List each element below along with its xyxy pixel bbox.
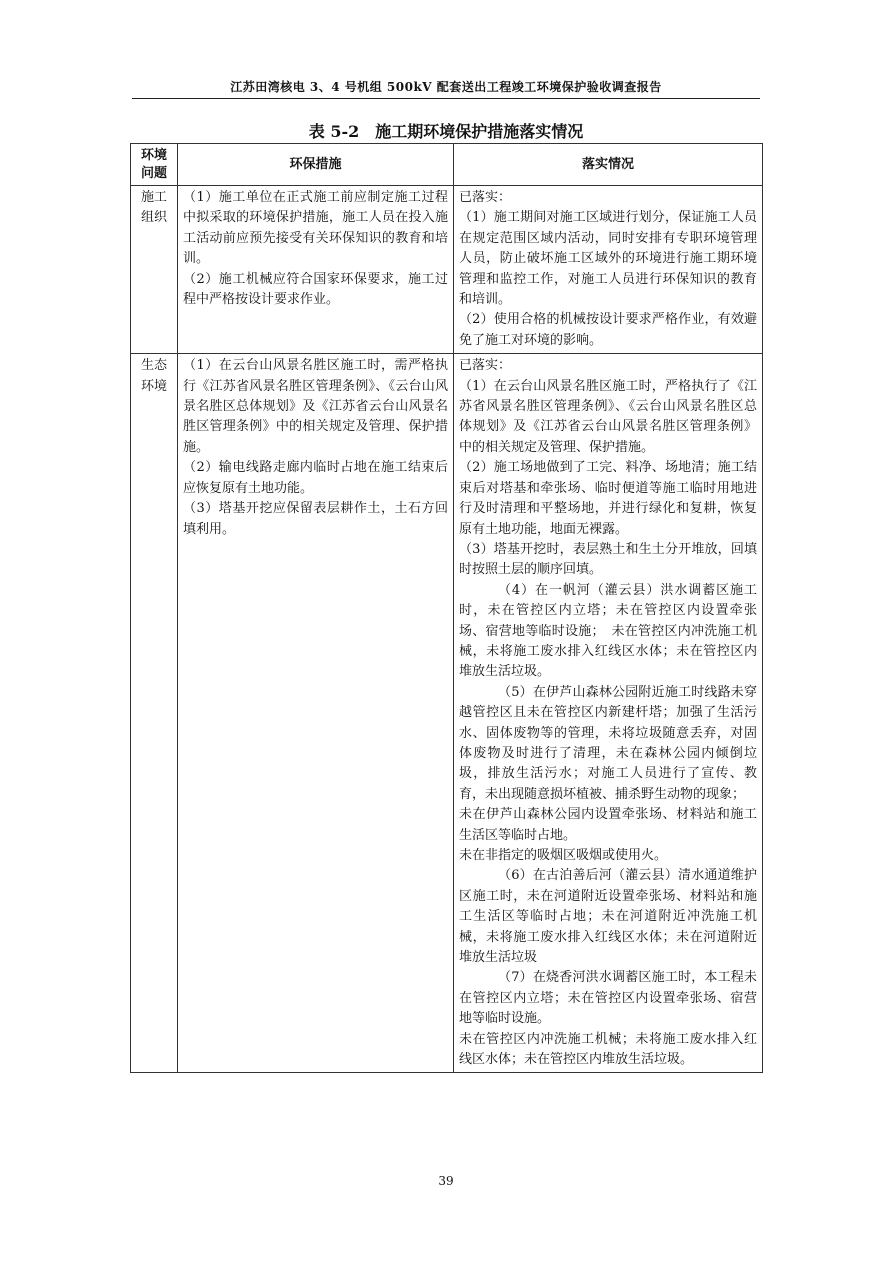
column-header-measures: 环保措施 bbox=[178, 144, 454, 186]
status-item: （7）在烧香河洪水调蓄区施工时，本工程未在管控区内立塔；未在管控区内设置牵张场、宿营地等临时设施。 bbox=[459, 970, 757, 1027]
measure-item: （1）施工单位在正式施工前应制定施工过程中拟采取的环境保护措施，施工人员在投入施工活动前应预先接受有关环保知识的教育和培训。 bbox=[183, 190, 448, 267]
status-cell bbox=[454, 354, 763, 1073]
status-item: （1）在云台山风景名胜区施工时，严格执行了《江苏省风景名胜区管理条例》、《云台山风景名胜区总体规划》及《江苏省云台山风景名胜区管理条例》中的相关规定及管理、保护措施。 bbox=[459, 378, 757, 455]
status-item: （3）塔基开挖时，表层熟土和生土分开堆放，回填时按照土层的顺序回填。 bbox=[459, 541, 757, 578]
status-item: 未在非指定的吸烟区吸烟或使用火。 bbox=[459, 848, 668, 863]
status-item: 未在管控区内冲洗施工机械；未将施工废水排入红线区水体；未在管控区内堆放生活垃圾。 bbox=[459, 1031, 757, 1068]
status-item: （1）施工期间对施工区域进行划分，保证施工人员在规定范围区域内活动，同时安排有专职环境管理人员，防止破坏施工区域外的环境进行施工期环境管理和监控工作，对施工人员进行环保知识的教育和培训。 bbox=[459, 210, 757, 308]
table-row-ecological-environment bbox=[131, 354, 763, 1073]
measures-table bbox=[130, 143, 763, 1073]
measure-item: （1）在云台山风景名胜区施工时，需严格执行《江苏省风景名胜区管理条例》、《云台山风景名胜区总体规划》及《江苏省云台山风景名胜区管理条例》中的相关规定及管理、保护措施。 bbox=[183, 358, 448, 455]
column-header-issue bbox=[131, 144, 178, 186]
category-label: 生态 环境 bbox=[140, 358, 167, 394]
status-item: 已落实： bbox=[459, 358, 512, 374]
column-header-issue-line1: 环境 bbox=[140, 147, 167, 163]
measure-item: （2）输电线路走廊内临时占地在施工结束后应恢复原有土地功能。 bbox=[183, 460, 448, 496]
status-item: （4）在一帆河（灌云县）洪水调蓄区施工时，未在管控区内立塔；未在管控区内设置牵张场、宿营地等临时设施； 未在管控区内冲洗施工机械，未将施工废水排入红线区水体；未在管控区内堆放生活垃圾。 bbox=[459, 582, 757, 680]
measure-item: （2）施工机械应符合国家环保要求，施工过程中严格按设计要求作业。 bbox=[183, 271, 448, 308]
status-item: （2）使用合格的机械按设计要求严格作业，有效避免了施工对环境的影响。 bbox=[459, 312, 757, 348]
category-cell bbox=[131, 354, 178, 1073]
category-cell bbox=[131, 186, 178, 354]
status-item: （2）施工场地做到了工完、料净、场地清；施工结束后对塔基和牵张场、临时便道等施工临时用地进行及时清理和平整场地，并进行绿化和复耕，恢复原有土地功能，地面无裸露。 bbox=[459, 460, 757, 537]
column-header-status: 落实情况 bbox=[454, 144, 763, 186]
report-header-title: 江苏田湾核电 3、4 号机组 500kV 配套送出工程竣工环境保护验收调查报告 bbox=[230, 80, 662, 94]
status-item: （5）在伊芦山森林公园附近施工时线路未穿越管控区且未在管控区内新建杆塔；加强了生活污水、固体废物等的管理，未将垃圾随意丢弃，对固体废物及时进行了清理，未在森林公园内倾倒垃圾，排放生活污水；对施工人员进行了宣传、教育，未出现随意损坏植被、捕杀野生动物的现象； bbox=[459, 684, 757, 802]
header-divider bbox=[132, 98, 760, 99]
status-item: 已落实： bbox=[459, 190, 512, 205]
page-number: 39 bbox=[438, 1174, 454, 1188]
measure-item: （3）塔基开挖应保留表层耕作土，土石方回填利用。 bbox=[183, 501, 448, 537]
category-label: 施工 组织 bbox=[140, 190, 167, 226]
status-item: 未在伊芦山森林公园内设置牵张场、材料站和施工生活区等临时占地。 bbox=[459, 807, 757, 843]
column-header-issue-line2: 问题 bbox=[140, 165, 167, 181]
table-caption: 表 5-2 施工期环境保护措施落实情况 bbox=[308, 122, 584, 141]
status-item: （6）在古泊善后河（灌云县）清水通道维护区施工时，未在河道附近设置牵张场、材料站和施工生活区等临时占地；未在河道附近冲洗施工机械，未将施工废水排入红线区水体；未在河道附近堆放生活垃圾 bbox=[459, 868, 757, 966]
table-header-row bbox=[131, 144, 763, 186]
measures-cell bbox=[178, 186, 454, 354]
status-cell bbox=[454, 186, 763, 354]
table-row-construction-organization bbox=[131, 186, 763, 354]
measures-cell bbox=[178, 354, 454, 1073]
